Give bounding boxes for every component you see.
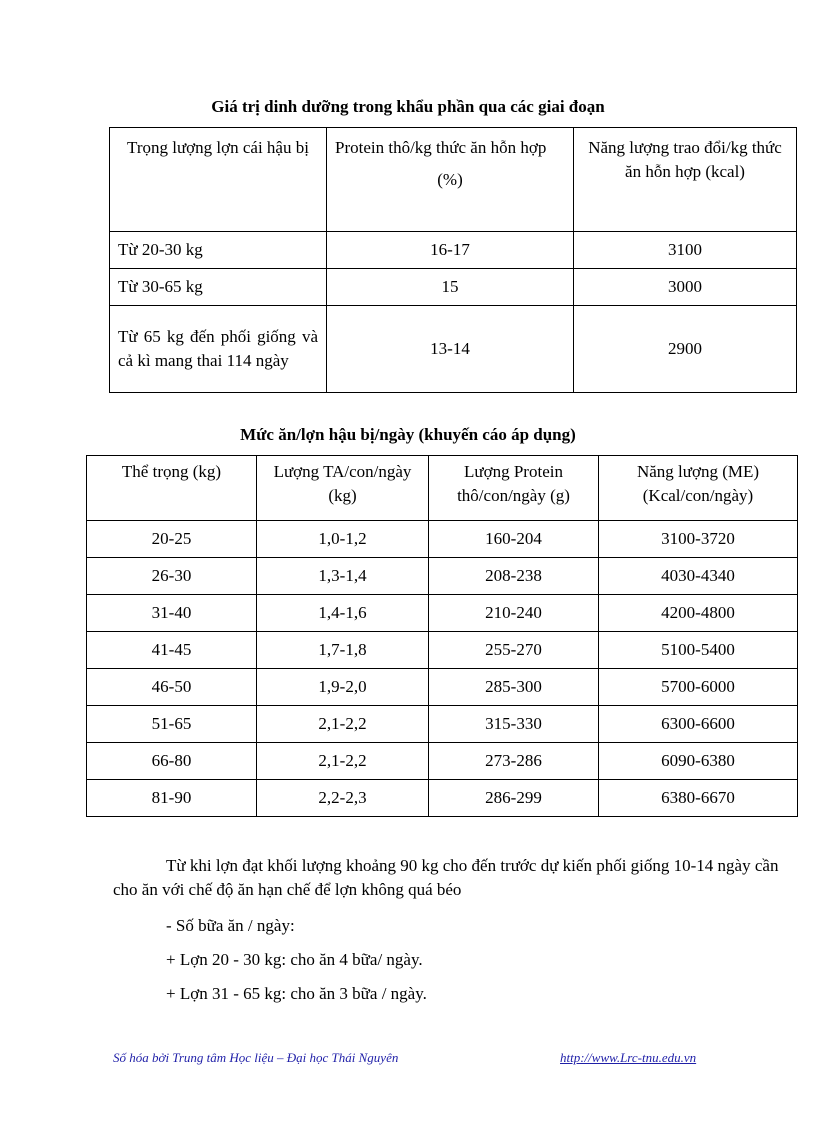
table-cell: 208-238 [429, 558, 599, 595]
table-cell: 2,2-2,3 [257, 780, 429, 817]
table-cell: 3000 [574, 269, 797, 306]
table-cell: 51-65 [87, 706, 257, 743]
body-paragraph: Từ khi lợn đạt khối lượng khoảng 90 kg cho đến trước dự kiến phối giống 10-14 ngày cần cho ăn với chế độ ăn hạn chế để lợn không quá béo [113, 856, 779, 899]
table-cell: 5100-5400 [599, 632, 798, 669]
list-item: + Lợn 31 - 65 kg: cho ăn 3 bữa / ngày. [166, 984, 427, 1003]
table-row [110, 232, 797, 269]
feeding-table [86, 455, 798, 817]
table-row [87, 595, 798, 632]
table-row [87, 632, 798, 669]
table-cell: 20-25 [87, 521, 257, 558]
table-cell: 26-30 [87, 558, 257, 595]
table-cell: 81-90 [87, 780, 257, 817]
table-cell: 2,1-2,2 [257, 706, 429, 743]
header-cell [327, 128, 574, 232]
header-cell: Trọng lượng lợn cái hậu bị [110, 128, 327, 232]
footer-link[interactable]: http://www.Lrc-tnu.edu.vn [560, 1050, 697, 1065]
table-header-row [110, 128, 797, 232]
table-cell: 2,1-2,2 [257, 743, 429, 780]
table-row [87, 669, 798, 706]
table-cell: Từ 30-65 kg [110, 269, 327, 306]
header-cell: Năng lượng (ME) (Kcal/con/ngày) [599, 456, 798, 521]
table-cell: 1,0-1,2 [257, 521, 429, 558]
table-cell: 31-40 [87, 595, 257, 632]
nutrition-table [109, 127, 797, 393]
table-cell: 1,7-1,8 [257, 632, 429, 669]
table-cell: 210-240 [429, 595, 599, 632]
table-cell: 1,3-1,4 [257, 558, 429, 595]
table-cell: 15 [327, 269, 574, 306]
table-cell: 66-80 [87, 743, 257, 780]
table-header-row [87, 456, 798, 521]
table-row [87, 706, 798, 743]
table-cell: 41-45 [87, 632, 257, 669]
table-cell: Từ 20-30 kg [110, 232, 327, 269]
table-row [110, 306, 797, 393]
header-cell-text: Protein thô/kg thức ăn hỗn hợp [335, 138, 547, 157]
table-row [110, 269, 797, 306]
list-item: - Số bữa ăn / ngày: [166, 916, 295, 935]
footer-credit: Số hóa bởi Trung tâm Học liệu – Đại học Thái Nguyên [113, 1050, 399, 1065]
table-cell: 3100 [574, 232, 797, 269]
table1-title: Giá trị dinh dưỡng trong khẩu phần qua các giai đoạn [211, 97, 605, 116]
header-cell: Lượng TA/con/ngày (kg) [257, 456, 429, 521]
table-row [87, 521, 798, 558]
table-row [87, 780, 798, 817]
table-cell: 6090-6380 [599, 743, 798, 780]
table-cell: 286-299 [429, 780, 599, 817]
table-cell: 6300-6600 [599, 706, 798, 743]
header-cell: Lượng Protein thô/con/ngày (g) [429, 456, 599, 521]
table-cell: 315-330 [429, 706, 599, 743]
table-cell: 1,9-2,0 [257, 669, 429, 706]
table-cell: 6380-6670 [599, 780, 798, 817]
table-cell: 4200-4800 [599, 595, 798, 632]
table-cell: 46-50 [87, 669, 257, 706]
table-cell: 273-286 [429, 743, 599, 780]
table2-title: Mức ăn/lợn hậu bị/ngày (khuyến cáo áp dụng) [240, 425, 576, 444]
table-cell: Từ 65 kg đến phối giống và cả kì mang thai 114 ngày [110, 306, 327, 393]
header-cell: Năng lượng trao đổi/kg thức ăn hỗn hợp (kcal) [574, 128, 797, 232]
header-cell: Thể trọng (kg) [87, 456, 257, 521]
table-cell: 16-17 [327, 232, 574, 269]
table-cell: 255-270 [429, 632, 599, 669]
table-cell: 1,4-1,6 [257, 595, 429, 632]
table-cell: 5700-6000 [599, 669, 798, 706]
header-cell-unit: (%) [437, 170, 463, 189]
table-cell: 285-300 [429, 669, 599, 706]
table-cell: 13-14 [327, 306, 574, 393]
table-row [87, 558, 798, 595]
table-cell: 160-204 [429, 521, 599, 558]
table-row [87, 743, 798, 780]
table-cell: 3100-3720 [599, 521, 798, 558]
list-item: + Lợn 20 - 30 kg: cho ăn 4 bữa/ ngày. [166, 950, 423, 969]
table-cell: 4030-4340 [599, 558, 798, 595]
table-cell: 2900 [574, 306, 797, 393]
